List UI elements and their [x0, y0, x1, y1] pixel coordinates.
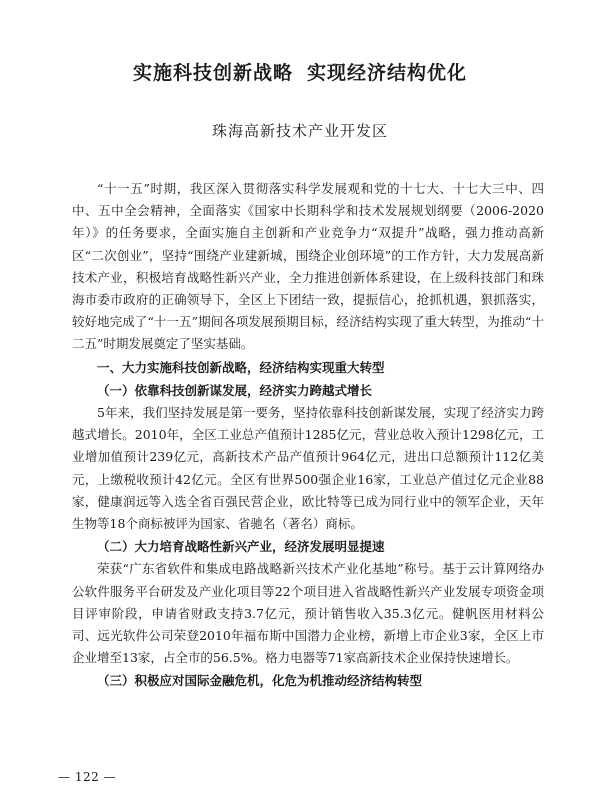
author-line: 珠海高新技术产业开发区 [211, 122, 388, 140]
subsection-2-heading: （二）大力培育战略性新兴产业，经济发展明显提速 [97, 539, 385, 555]
intro-paragraph: “十一五”时期，我区深入贯彻落实科学发展观和党的十七大、十七大三中、四中、五中全会精神，全面落实《国家中长期科学和技术发展规划纲要（2006-2020年）》的任务要求，全面实施自主创新和产业竞争力“双提升”战略，强力推动高新区“二次创业”，坚持“围绕产业建新城，围绕企业创环境”的工作方针，大力发展高新技术产业，积极培育战略性新兴产业，全力推进创新体系建设，在上级科技部门和珠海市委市政府的正确领导下，全区上下团结一致，提振信心，抢抓机遇，狠抓落实，较好地完成了“十一五”期间各项发展预期目标，经济结构实现了重大转型，为推动“十二五”时期发展奠定了坚实基础。 [72, 181, 544, 352]
article-body [72, 178, 544, 693]
subsection-2-paragraph: 荣获“广东省软件和集成电路战略新兴技术产业化基地”称号。基于云计算网络办公软件服务平台研发及产业化项目等22个项目进入省战略性新兴产业发展专项资金项目评审阶段，申请省财政支持3.7亿元，预计销售收入35.3亿元。健帆医用材料公司、远光软件公司荣登2010年福布斯中国潜力企业榜，新增上市企业3家，全区上市企业增至13家，占全市的56.5%。格力电器等71家高新技术企业保持快速增长。 [72, 561, 544, 666]
title-part-2: 实现经济结构优化 [307, 62, 468, 84]
page-title [0, 58, 600, 85]
subsection-1-heading: （一）依靠科技创新谋发展，经济实力跨越式增长 [97, 382, 373, 398]
subsection-1-paragraph: 5年来，我们坚持发展是第一要务，坚持依靠科技创新谋发展，实现了经济实力跨越式增长。2010年，全区工业总产值预计1285亿元，营业总收入预计1298亿元，工业增加值预计239亿元，高新技术产品产值预计964亿元，进出口总额预计112亿美元，上缴税收预计42亿元。全区有世界500强企业16家，工业总产值过亿元企业88家，健康润远等入选全省百强民营企业，欧比特等已成为同行业中的领军企业，天年生物等18个商标被评为国家、省驰名（著名）商标。 [72, 405, 544, 532]
subsection-3-heading: （三）积极应对国际金融危机，化危为机推动经济结构转型 [97, 673, 423, 689]
title-part-1: 实施科技创新战略 [132, 62, 293, 84]
page-number: — 122 — [58, 770, 117, 784]
section-1-heading: 一、大力实施科技创新战略，经济结构实现重大转型 [97, 359, 385, 375]
